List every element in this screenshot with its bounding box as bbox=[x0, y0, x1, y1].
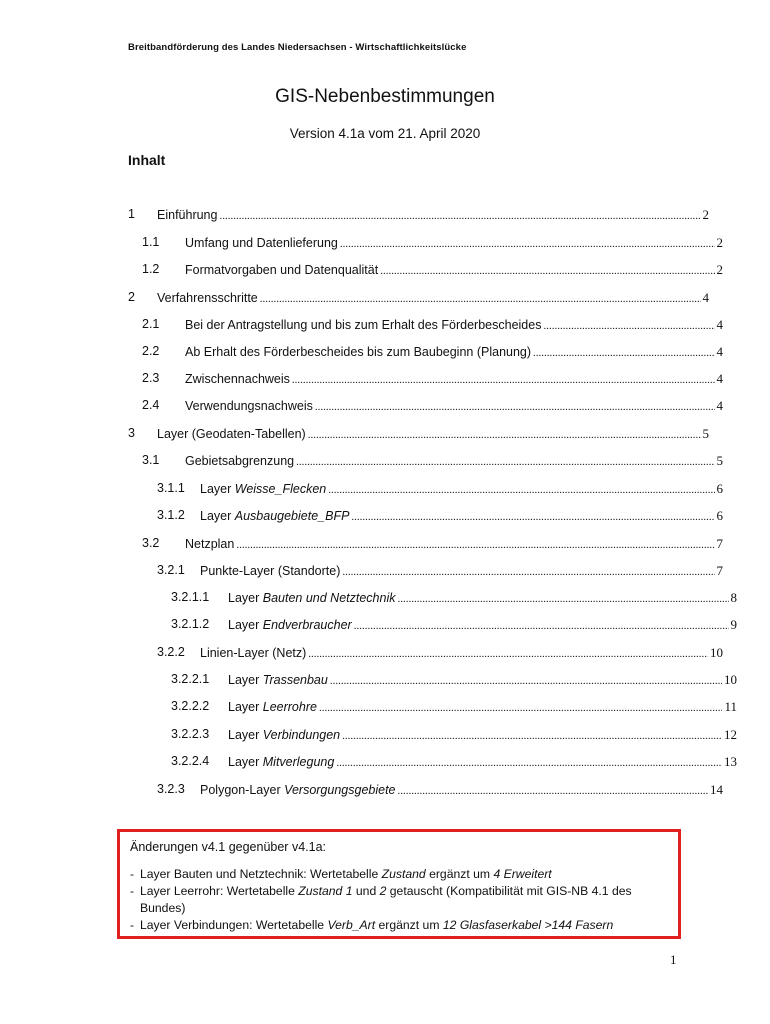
toc-entry[interactable] bbox=[142, 262, 723, 280]
toc-leader-dots bbox=[219, 210, 700, 222]
toc-number: 2.4 bbox=[142, 398, 160, 412]
change-item bbox=[130, 866, 675, 883]
toc-leader-dots bbox=[533, 347, 714, 359]
toc-page-number: 5 bbox=[716, 453, 723, 468]
toc-entry[interactable] bbox=[171, 727, 737, 745]
toc-title bbox=[185, 399, 313, 413]
change-text-part: Layer Bauten und Netztechnik: Wertetabelle bbox=[140, 867, 382, 881]
change-text-part: Layer Leerrohr: Wertetabelle bbox=[140, 884, 299, 898]
toc-page-number: 2 bbox=[702, 207, 709, 222]
toc-title-part: Ausbaugebiete_BFP bbox=[234, 509, 350, 523]
change-text-part: Zustand bbox=[381, 867, 426, 881]
toc-heading: Inhalt bbox=[128, 152, 166, 168]
toc-page-number: 6 bbox=[716, 481, 723, 496]
toc-page-number: 6 bbox=[716, 508, 723, 523]
toc-leader-dots bbox=[340, 238, 715, 250]
toc-title-part: Formatvorgaben und Datenqualität bbox=[185, 263, 379, 277]
toc-title-part: Layer bbox=[200, 482, 235, 496]
toc-entry[interactable] bbox=[142, 453, 723, 471]
toc-title-part: Layer bbox=[228, 728, 263, 742]
toc-leader-dots bbox=[380, 265, 714, 277]
toc-page-number: 13 bbox=[724, 754, 737, 769]
toc-title-part: Bei der Antragstellung und bis zum Erhalt des Förderbescheides bbox=[185, 318, 542, 332]
toc-number: 3.2.2.4 bbox=[171, 754, 210, 768]
toc-page-number: 5 bbox=[702, 426, 709, 441]
toc-entry[interactable] bbox=[128, 207, 709, 225]
toc-entry[interactable] bbox=[142, 344, 723, 362]
toc-title-part: Leerrohre bbox=[262, 700, 317, 714]
toc-number: 1 bbox=[128, 207, 135, 221]
toc-entry[interactable] bbox=[128, 290, 709, 308]
toc-entry[interactable] bbox=[157, 563, 723, 581]
toc-entry[interactable] bbox=[171, 590, 737, 608]
change-item bbox=[130, 917, 675, 934]
toc-number: 2.1 bbox=[142, 317, 160, 331]
toc-number: 3.2.2.1 bbox=[171, 672, 210, 686]
toc-title bbox=[185, 345, 531, 359]
change-text-part: getauscht (Kompatibilität mit GIS-NB 4.1 des Bundes) bbox=[140, 884, 632, 915]
toc-leader-dots bbox=[354, 620, 729, 632]
toc-page-number: 9 bbox=[730, 617, 737, 632]
toc-title-part: Einführung bbox=[157, 208, 218, 222]
toc-leader-dots bbox=[260, 293, 701, 305]
toc-number: 3.2.2.3 bbox=[171, 727, 210, 741]
toc-entry[interactable] bbox=[171, 754, 737, 772]
toc-entry[interactable] bbox=[171, 672, 737, 690]
toc-number: 3.2.2 bbox=[157, 645, 185, 659]
toc-page-number: 2 bbox=[716, 262, 723, 277]
toc-leader-dots bbox=[336, 757, 722, 769]
toc-entry[interactable] bbox=[171, 699, 737, 717]
toc-title bbox=[228, 618, 352, 632]
toc-title-part: Ab Erhalt des Förderbescheides bis zum Baubeginn (Planung) bbox=[185, 345, 532, 359]
toc-title-part: Punkte-Layer (Standorte) bbox=[200, 564, 341, 578]
toc-title-part: Layer bbox=[228, 591, 263, 605]
toc-number: 1.1 bbox=[142, 235, 160, 249]
toc-leader-dots bbox=[397, 593, 728, 605]
change-item bbox=[130, 883, 675, 917]
toc-title-part: Layer (Geodaten-Tabellen) bbox=[157, 427, 306, 441]
toc-page-number: 4 bbox=[716, 344, 723, 359]
toc-leader-dots bbox=[308, 429, 701, 441]
toc-page-number: 12 bbox=[724, 727, 737, 742]
toc-title bbox=[157, 427, 306, 441]
running-header: Breitbandförderung des Landes Niedersachsen - Wirtschaftlichkeitslücke bbox=[128, 42, 467, 53]
toc-number: 3.1.2 bbox=[157, 508, 185, 522]
toc-page-number: 11 bbox=[724, 699, 737, 714]
toc-leader-dots bbox=[398, 785, 709, 797]
toc-title bbox=[200, 646, 306, 660]
toc-title-part: Verfahrensschritte bbox=[157, 291, 258, 305]
toc-title-part: Layer bbox=[200, 509, 235, 523]
toc-title-part: Verbindungen bbox=[262, 728, 341, 742]
toc-title-part: Umfang und Datenlieferung bbox=[185, 236, 338, 250]
toc-number: 3.1 bbox=[142, 453, 160, 467]
toc-page-number: 8 bbox=[730, 590, 737, 605]
toc-page-number: 7 bbox=[716, 536, 723, 551]
toc-leader-dots bbox=[330, 675, 722, 687]
toc-title-part: Endverbraucher bbox=[262, 618, 352, 632]
toc-title-part: Layer bbox=[228, 618, 263, 632]
toc-title-part: Layer bbox=[228, 755, 263, 769]
toc-title bbox=[185, 318, 541, 332]
toc-page-number: 2 bbox=[716, 235, 723, 250]
change-text-part: ergänzt um bbox=[425, 867, 494, 881]
toc-entry[interactable] bbox=[157, 782, 723, 800]
changes-title: Änderungen v4.1 gegenüber v4.1a: bbox=[130, 840, 326, 854]
change-text-part: Layer Verbindungen: Wertetabelle bbox=[140, 918, 328, 932]
toc-title bbox=[228, 700, 317, 714]
changes-box bbox=[117, 829, 681, 939]
toc-title bbox=[228, 591, 395, 605]
toc-leader-dots bbox=[308, 648, 708, 660]
toc-title-part: Polygon-Layer bbox=[200, 783, 285, 797]
toc-entry[interactable] bbox=[157, 508, 723, 526]
toc-title bbox=[185, 372, 290, 386]
toc-title bbox=[228, 728, 340, 742]
toc-number: 3.2.1 bbox=[157, 563, 185, 577]
toc-leader-dots bbox=[319, 702, 723, 714]
toc-title-part: Mitverlegung bbox=[262, 755, 335, 769]
change-text bbox=[140, 917, 613, 934]
toc-title bbox=[185, 454, 294, 468]
version-line: Version 4.1a vom 21. April 2020 bbox=[289, 126, 481, 141]
toc-number: 3.2.1.2 bbox=[171, 617, 210, 631]
toc-leader-dots bbox=[328, 484, 714, 496]
toc-number: 3.1.1 bbox=[157, 481, 185, 495]
toc-entry[interactable] bbox=[157, 481, 723, 499]
toc-leader-dots bbox=[543, 320, 714, 332]
toc-title bbox=[200, 482, 326, 496]
toc-page-number: 4 bbox=[716, 371, 723, 386]
document-title: GIS-Nebenbestimmungen bbox=[275, 86, 495, 107]
toc-number: 1.2 bbox=[142, 262, 160, 276]
toc-title bbox=[200, 783, 396, 797]
toc-page-number: 14 bbox=[710, 782, 723, 797]
change-text-part: und bbox=[352, 884, 380, 898]
toc-title bbox=[157, 208, 217, 222]
toc-entry[interactable] bbox=[128, 426, 709, 444]
toc-entry[interactable] bbox=[171, 617, 737, 635]
toc-title-part: Zwischennachweis bbox=[185, 372, 290, 386]
toc-leader-dots bbox=[236, 539, 714, 551]
change-text-part: 4 Erweitert bbox=[493, 867, 552, 881]
toc-title bbox=[200, 509, 349, 523]
toc-title-part: Layer bbox=[228, 673, 263, 687]
toc-entry[interactable] bbox=[142, 398, 723, 416]
toc-entry[interactable] bbox=[142, 371, 723, 389]
change-text-part: 2 bbox=[379, 884, 387, 898]
toc-title-part: Verwendungsnachweis bbox=[185, 399, 313, 413]
toc-entry[interactable] bbox=[157, 645, 723, 663]
toc-leader-dots bbox=[342, 566, 714, 578]
toc-number: 3.2.2.2 bbox=[171, 699, 210, 713]
toc-leader-dots bbox=[351, 511, 714, 523]
toc-title bbox=[185, 236, 338, 250]
change-text bbox=[140, 883, 675, 917]
toc-title-part: Weisse_Flecken bbox=[234, 482, 327, 496]
page-number: 1 bbox=[670, 952, 677, 967]
toc-number: 3 bbox=[128, 426, 135, 440]
bullet: - bbox=[130, 867, 135, 881]
toc-entry[interactable] bbox=[142, 536, 723, 554]
changes-list bbox=[130, 866, 675, 934]
toc-leader-dots bbox=[296, 456, 714, 468]
toc-title-part: Gebietsabgrenzung bbox=[185, 454, 295, 468]
toc-leader-dots bbox=[342, 730, 722, 742]
toc-page-number: 10 bbox=[724, 672, 737, 687]
toc-page-number: 4 bbox=[702, 290, 709, 305]
toc-page-number: 4 bbox=[716, 398, 723, 413]
toc-title-part: Versorgungsgebiete bbox=[284, 783, 396, 797]
change-text-part: Verb_Art bbox=[327, 918, 376, 932]
bullet: - bbox=[130, 884, 135, 898]
change-text-part: Zustand 1 bbox=[298, 884, 353, 898]
toc-number: 3.2 bbox=[142, 536, 160, 550]
toc-number: 2 bbox=[128, 290, 135, 304]
toc-leader-dots bbox=[315, 401, 715, 413]
toc-title bbox=[200, 564, 340, 578]
toc-title-part: Netzplan bbox=[185, 537, 235, 551]
toc-number: 2.3 bbox=[142, 371, 160, 385]
toc-title-part: Bauten und Netztechnik bbox=[262, 591, 396, 605]
toc-entry[interactable] bbox=[142, 317, 723, 335]
toc-title bbox=[157, 291, 258, 305]
toc-leader-dots bbox=[292, 374, 715, 386]
change-text bbox=[140, 866, 552, 883]
toc-title bbox=[228, 755, 334, 769]
toc-page-number: 10 bbox=[710, 645, 723, 660]
toc-number: 3.2.3 bbox=[157, 782, 185, 796]
toc-title bbox=[185, 537, 234, 551]
change-text-part: ergänzt um bbox=[375, 918, 443, 932]
toc-title-part: Linien-Layer (Netz) bbox=[200, 646, 307, 660]
toc-number: 2.2 bbox=[142, 344, 160, 358]
toc-number: 3.2.1.1 bbox=[171, 590, 210, 604]
toc-title-part: Layer bbox=[228, 700, 263, 714]
toc-title bbox=[228, 673, 328, 687]
change-text-part: 12 Glasfaserkabel >144 Fasern bbox=[442, 918, 614, 932]
toc-page-number: 4 bbox=[716, 317, 723, 332]
toc-page-number: 7 bbox=[716, 563, 723, 578]
toc-entry[interactable] bbox=[142, 235, 723, 253]
toc-title bbox=[185, 263, 378, 277]
bullet: - bbox=[130, 918, 135, 932]
toc-title-part: Trassenbau bbox=[262, 673, 328, 687]
